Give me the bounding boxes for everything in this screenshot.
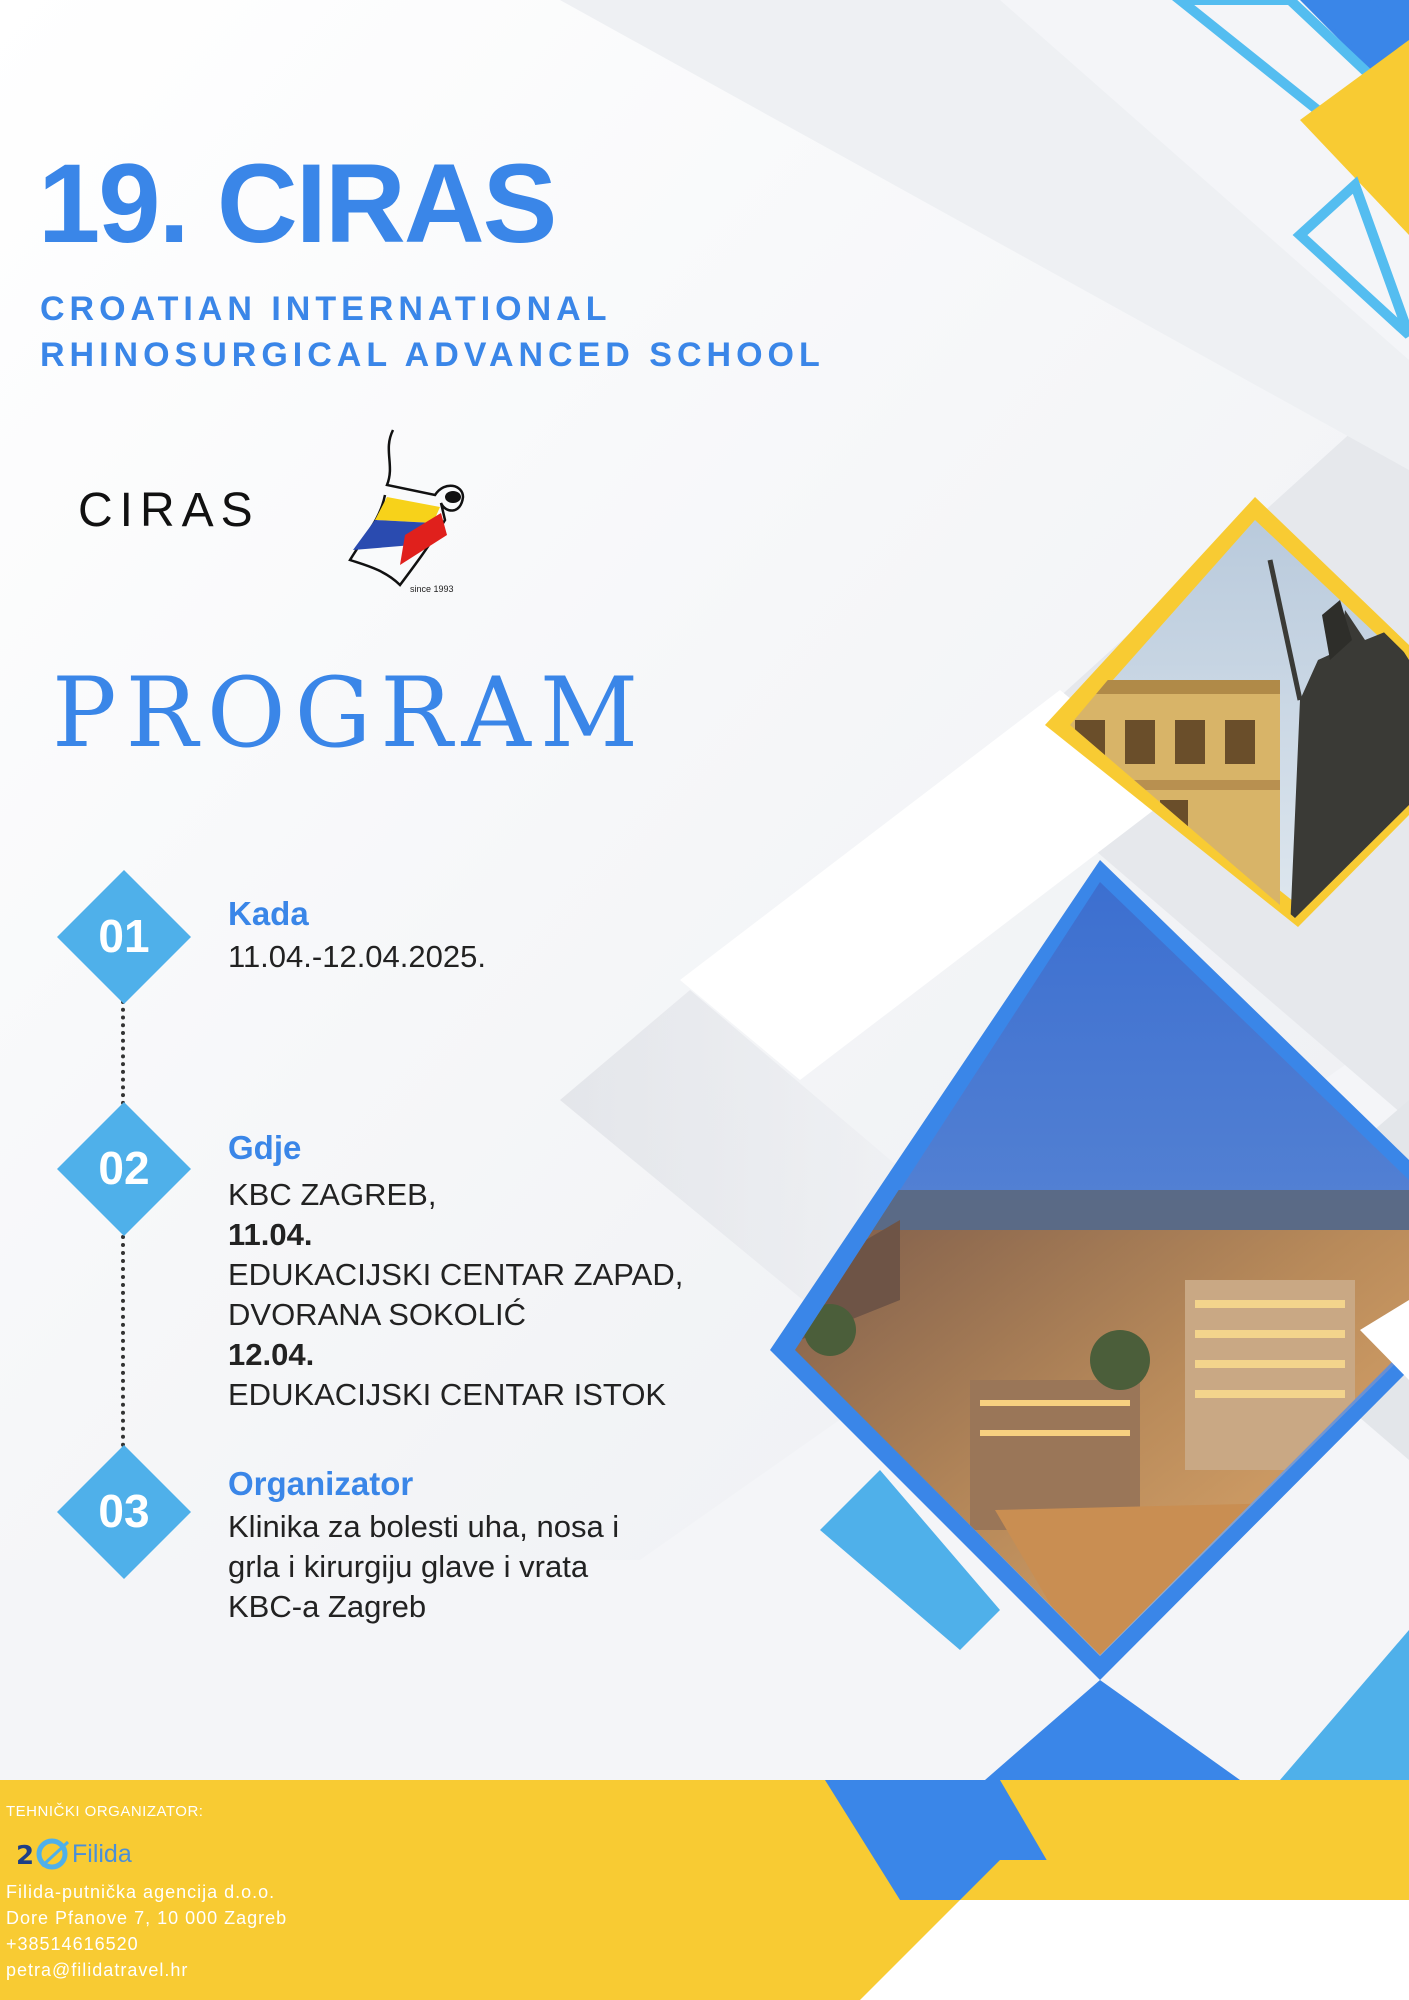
venue-date-1: 11.04.	[228, 1217, 313, 1252]
step-03-details	[228, 1507, 619, 1627]
svg-text:2: 2	[16, 1841, 35, 1871]
footer-email[interactable]: petra@filidatravel.hr	[6, 1960, 189, 1980]
organizer-line: grla i kirurgiju glave i vrata	[228, 1549, 589, 1584]
organizer-line: Klinika za bolesti uha, nosa i	[228, 1509, 620, 1544]
step-02-label: Gdje	[228, 1129, 302, 1166]
ciras-logo-wordmark: CIRAS	[78, 484, 260, 537]
timeline-connector	[121, 1000, 125, 1105]
venue-line: EDUKACIJSKI CENTAR ISTOK	[228, 1377, 667, 1412]
program-heading: PROGRAM	[52, 657, 648, 769]
venue-date-2: 12.04.	[228, 1337, 315, 1372]
step-02-number: 02	[98, 1142, 150, 1194]
ciras-emblem-icon	[345, 425, 495, 600]
footer-address: Dore Pfanove 7, 10 000 Zagreb	[6, 1908, 288, 1928]
technical-organizer-label: TEHNIČKI ORGANIZATOR:	[6, 1803, 204, 1820]
venue-line: KBC ZAGREB,	[228, 1177, 437, 1212]
filida-brand-name: Filida	[72, 1840, 132, 1868]
timeline-connector	[121, 1235, 125, 1447]
footer-phone[interactable]: +38514616520	[6, 1934, 139, 1954]
organizer-line: KBC-a Zagreb	[228, 1589, 427, 1624]
event-title: 19. CIRAS	[38, 141, 556, 266]
step-03-number: 03	[98, 1485, 150, 1537]
step-01-date: 11.04.-12.04.2025.	[228, 939, 486, 974]
step-01-details	[228, 937, 486, 977]
venue-line: EDUKACIJSKI CENTAR ZAPAD,	[228, 1257, 684, 1292]
event-subtitle-line-1: CROATIAN INTERNATIONAL	[40, 290, 612, 328]
event-subtitle-line-2: RHINOSURGICAL ADVANCED SCHOOL	[40, 336, 825, 374]
venue-line: DVORANA SOKOLIĆ	[228, 1297, 527, 1332]
ciras-since-label: since 1993	[410, 584, 454, 594]
footer-company: Filida-putnička agencija d.o.o.	[6, 1882, 276, 1902]
step-03-label: Organizator	[228, 1465, 414, 1502]
step-01-label: Kada	[228, 895, 309, 932]
step-01-number: 01	[98, 910, 150, 962]
filida-logo-icon	[14, 1836, 74, 1872]
step-02-details	[228, 1175, 683, 1415]
